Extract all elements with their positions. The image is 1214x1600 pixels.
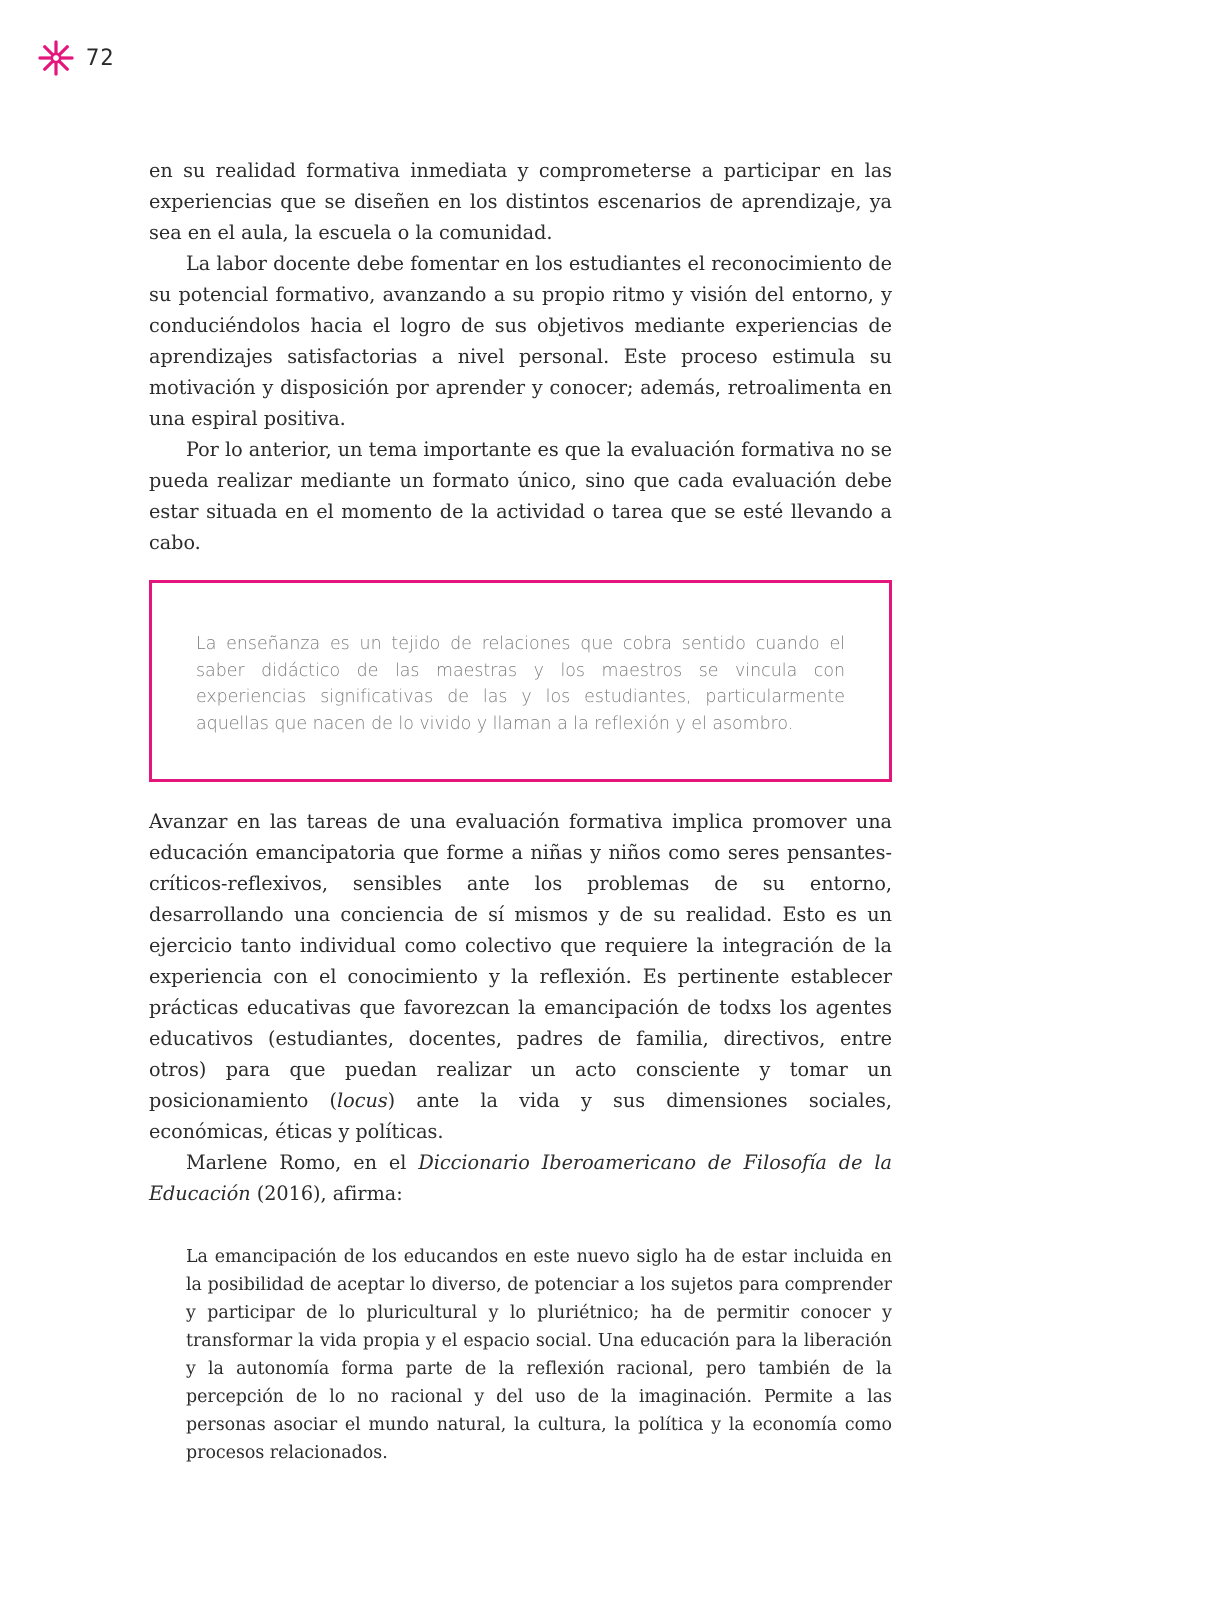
page-number: 72 — [86, 45, 115, 71]
callout-box — [149, 580, 892, 782]
paragraph-labor-docente: La labor docente debe fomentar en los estudiantes el reconocimiento de su potencial formativo, avanzando a su propio ritmo y visión del entorno, y conduciéndolos hacia el logro de sus objetivos mediante experiencias de aprendizajes satisfactorias a nivel personal. Este proceso estimula su motivación y disposición por aprender y conocer; además, retroalimenta en una espiral positiva. — [149, 252, 892, 430]
dictionary-title-italic: Diccionario Iberoamericano de Filosofía de la Educación — [149, 1151, 892, 1205]
block-quote — [186, 1243, 892, 1467]
paragraph-emancipatoria — [149, 806, 892, 1147]
block-quote-text: La emancipación de los educandos en este nuevo siglo ha de estar incluida en la posibilidad de aceptar lo diverso, de potenciar a los sujetos para comprender y participar de lo pluricultural y lo pluriétnico; ha de permitir conocer y transformar la vida propia y el espacio social. Una educación para la liberación y la autonomía forma parte de la reflexión racional, pero también de la percepción de lo no racional y del uso de la imaginación. Permite a las personas asociar el mundo natural, la cultura, la política y la economía como procesos relacionados. — [186, 1247, 892, 1463]
body-text-top — [149, 155, 892, 558]
paragraph-evaluacion-formativa: Por lo anterior, un tema importante es que la evaluación formativa no se pueda realizar mediante un formato único, sino que cada evaluación debe estar situada en el momento de la actividad o tarea que se esté llevando a cabo. — [149, 438, 892, 554]
page-content — [149, 155, 892, 1467]
page-header — [38, 40, 115, 76]
paragraph-marlene-romo-text-b: (2016), afirma: — [250, 1182, 403, 1205]
locus-italic: locus — [337, 1089, 388, 1112]
paragraph-continuation: en su realidad formativa inmediata y comprometerse a participar en las experiencias que se diseñen en los distintos escenarios de aprendizaje, ya sea en el aula, la escuela o la comunidad. — [149, 159, 892, 244]
paragraph-marlene-romo-text-a: Marlene Romo, en el — [186, 1151, 419, 1174]
body-text-bottom — [149, 806, 892, 1209]
callout-text: La enseñanza es un tejido de relaciones que cobra sentido cuando el saber didáctico de las maestras y los maestros se vincula con experiencias significativas de las y los estudiantes, particularmente aquellas que nacen de lo vivido y llaman a la reflexión y el asombro. — [196, 634, 845, 734]
paragraph-emancipatoria-text-b: ) ante la vida y sus dimensiones sociales, económicas, éticas y políticas. — [149, 1089, 892, 1143]
paragraph-marlene-romo — [149, 1147, 892, 1209]
paragraph-emancipatoria-text-a: Avanzar en las tareas de una evaluación formativa implica promover una educación emancipatoria que forme a niñas y niños como seres pensantes-críticos-reflexivos, sensibles ante los problemas de su entorno, desarrollando una conciencia de sí mismos y de su realidad. Esto es un ejercicio tanto individual como colectivo que requiere la integración de la experiencia con el conocimiento y la reflexión. Es pertinente establecer prácticas educativas que favorezcan la emancipación de todxs los agentes educativos (estudiantes, docentes, padres de familia, directivos, entre otros) para que puedan realizar un acto consciente y tomar un posicionamiento ( — [149, 810, 892, 1112]
asterisk-star-icon — [38, 40, 74, 76]
